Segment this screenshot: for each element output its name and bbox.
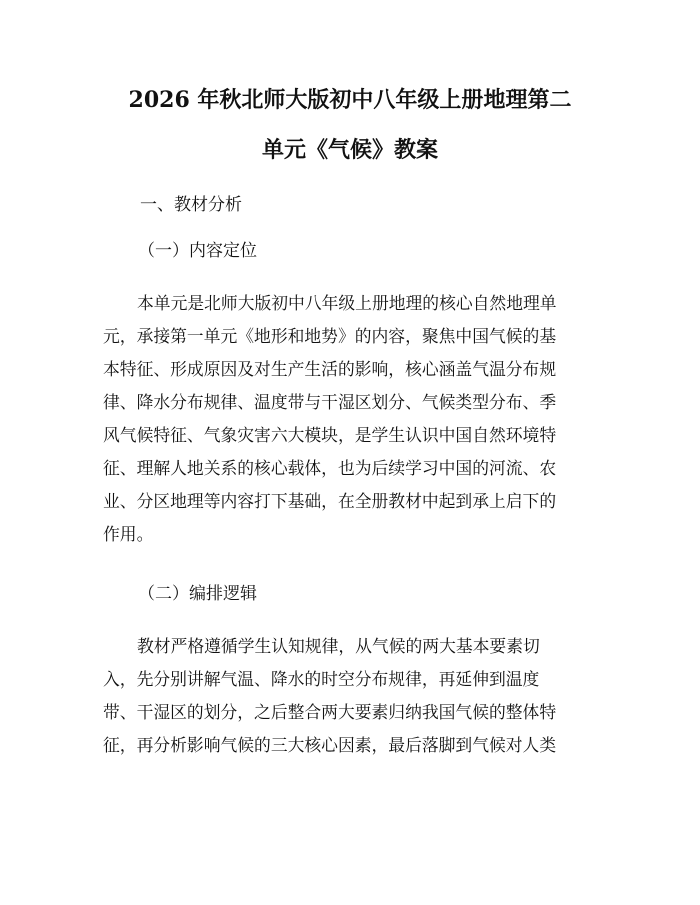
section-heading-textbook-analysis: 一、教材分析 — [140, 195, 242, 215]
paragraph-line: 本特征、形成原因及对生产生活的影响，核心涵盖气温分布规 — [103, 359, 557, 379]
paragraph-line: 律、降水分布规律、温度带与干湿区划分、气候类型分布、季 — [103, 392, 557, 412]
paragraph-line: 征，再分析影响气候的三大核心因素，最后落脚到气候对人类 — [103, 735, 557, 755]
subsection-heading-arrangement-logic: （二）编排逻辑 — [138, 584, 257, 604]
paragraph-line: 带、干湿区的划分，之后整合两大要素归纳我国气候的整体特 — [103, 702, 557, 722]
document-title-line-1: 2026 年秋北师大版初中八年级上册地理第二 — [128, 87, 572, 113]
paragraph-arrangement-logic — [103, 630, 603, 762]
paragraph-content-positioning — [103, 287, 603, 551]
paragraph-line: 本单元是北师大版初中八年级上册地理的核心自然地理单 — [137, 293, 557, 313]
paragraph-line: 风气候特征、气象灾害六大模块，是学生认识中国自然环境特 — [103, 425, 557, 445]
document-title-line-2: 单元《气候》教案 — [261, 137, 438, 163]
subsection-heading-content-positioning: （一）内容定位 — [138, 241, 257, 261]
paragraph-line: 入，先分别讲解气温、降水的时空分布规律，再延伸到温度 — [103, 669, 540, 689]
paragraph-line: 作用。 — [103, 524, 154, 544]
paragraph-line: 教材严格遵循学生认知规律，从气候的两大基本要素切 — [137, 636, 540, 656]
paragraph-line: 征、理解人地关系的核心载体，也为后续学习中国的河流、农 — [103, 458, 557, 478]
paragraph-line: 业、分区地理等内容打下基础，在全册教材中起到承上启下的 — [103, 491, 557, 511]
paragraph-line: 元，承接第一单元《地形和地势》的内容，聚焦中国气候的基 — [103, 326, 557, 346]
